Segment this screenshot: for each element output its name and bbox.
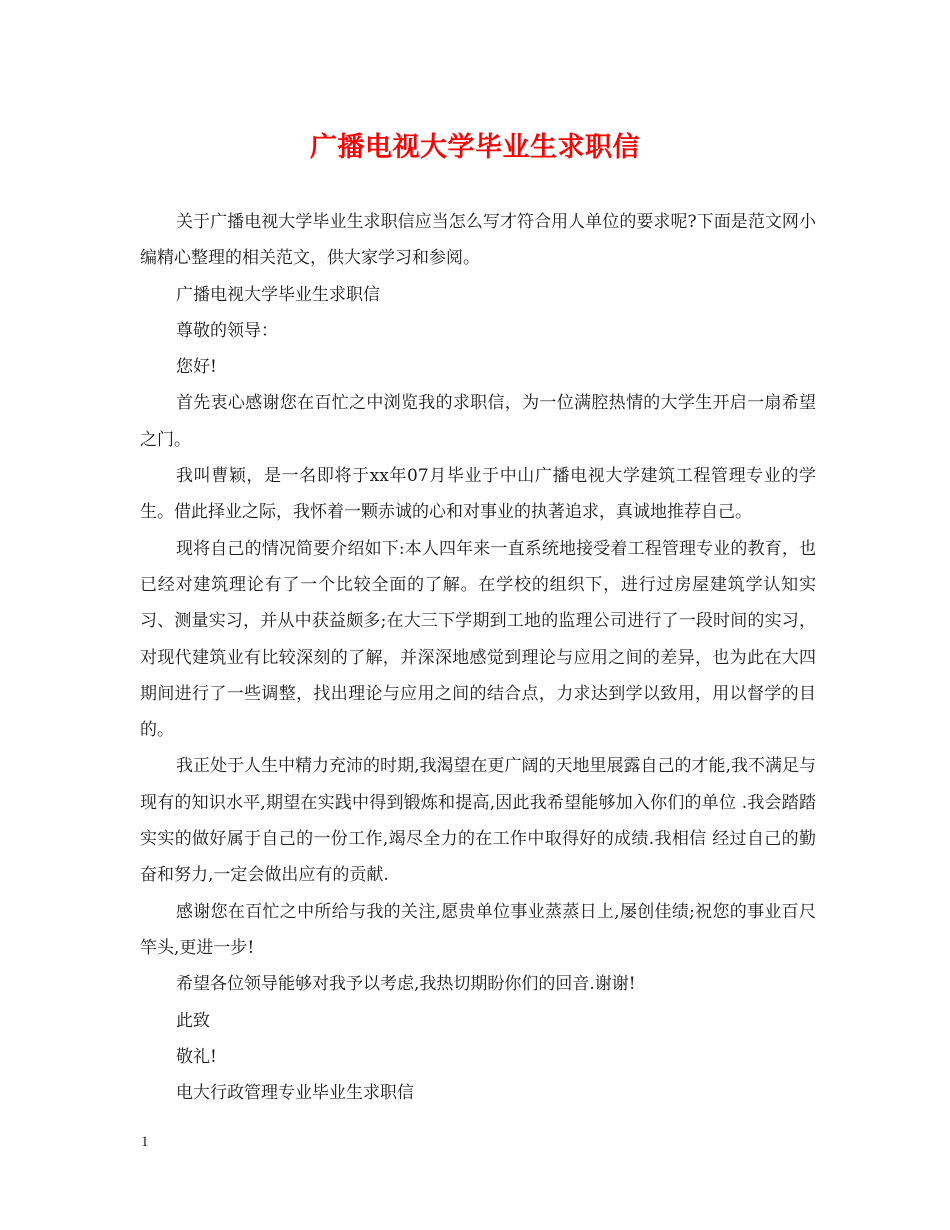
paragraph-self-introduction: 我叫曹颖，是一名即将于xx年07月毕业于中山广播电视大学建筑工程管理专业的学生。借此择业之际，我怀着一颗赤诚的心和对事业的执著追求，真诚地推荐自己。 (140, 466, 816, 523)
paragraph-aspiration: 我正处于人生中精力充沛的时期,我渴望在更广阔的天地里展露自己的才能,我不满足与现有的知识水平,期望在实践中得到锻炼和提高,因此我希望能够加入你们的单位 .我会踏踏实实的做好属于自己的一份工作,竭尽全力的在工作中取得好的成绩.我相信 经过自己的勤奋和努力,一定会做出应有的贡献. (140, 756, 816, 886)
paragraph-salutation: 尊敬的领导： (176, 320, 278, 341)
paragraph-closing: 此致 (176, 1010, 210, 1031)
document-title: 广播电视大学毕业生求职信 (310, 132, 640, 163)
paragraph-experience: 现将自己的情况简要介绍如下:本人四年来一直系统地接受着工程管理专业的教育，也已经对建筑理论有了一个比较全面的了解。在学校的组织下，进行过房屋建筑学认知实习、测量实习，并从中获益颇多;在大三下学期到工地的监理公司进行了一段时间的实习，对现代建筑业有比较深刻的了解，并深深地感觉到理论与应用之间的差异，也为此在大四期间进行了一些调整，找出理论与应用之间的结合点，力求达到学以致用，用以督学的目的。 (140, 538, 816, 741)
paragraph-regards: 敬礼! (176, 1046, 217, 1067)
paragraph-greeting: 您好! (176, 357, 217, 378)
document-body (140, 204, 816, 1111)
paragraph-heading: 广播电视大学毕业生求职信 (176, 284, 380, 305)
paragraph-next-heading: 电大行政管理专业毕业生求职信 (176, 1083, 414, 1104)
page-number: 1 (141, 1134, 149, 1150)
paragraph-gratitude: 感谢您在百忙之中所给与我的关注,愿贵单位事业蒸蒸日上,屡创佳绩;祝您的事业百尺竿头,更进一步! (140, 901, 816, 958)
paragraph-intro: 关于广播电视大学毕业生求职信应当怎么写才符合用人单位的要求呢?下面是范文网小编精心整理的相关范文，供大家学习和参阅。 (140, 212, 816, 269)
paragraph-thanks-opening: 首先衷心感谢您在百忙之中浏览我的求职信，为一位满腔热情的大学生开启一扇希望之门。 (140, 393, 816, 450)
paragraph-request: 希望各位领导能够对我予以考虑,我热切期盼你们的回音.谢谢! (176, 974, 636, 995)
